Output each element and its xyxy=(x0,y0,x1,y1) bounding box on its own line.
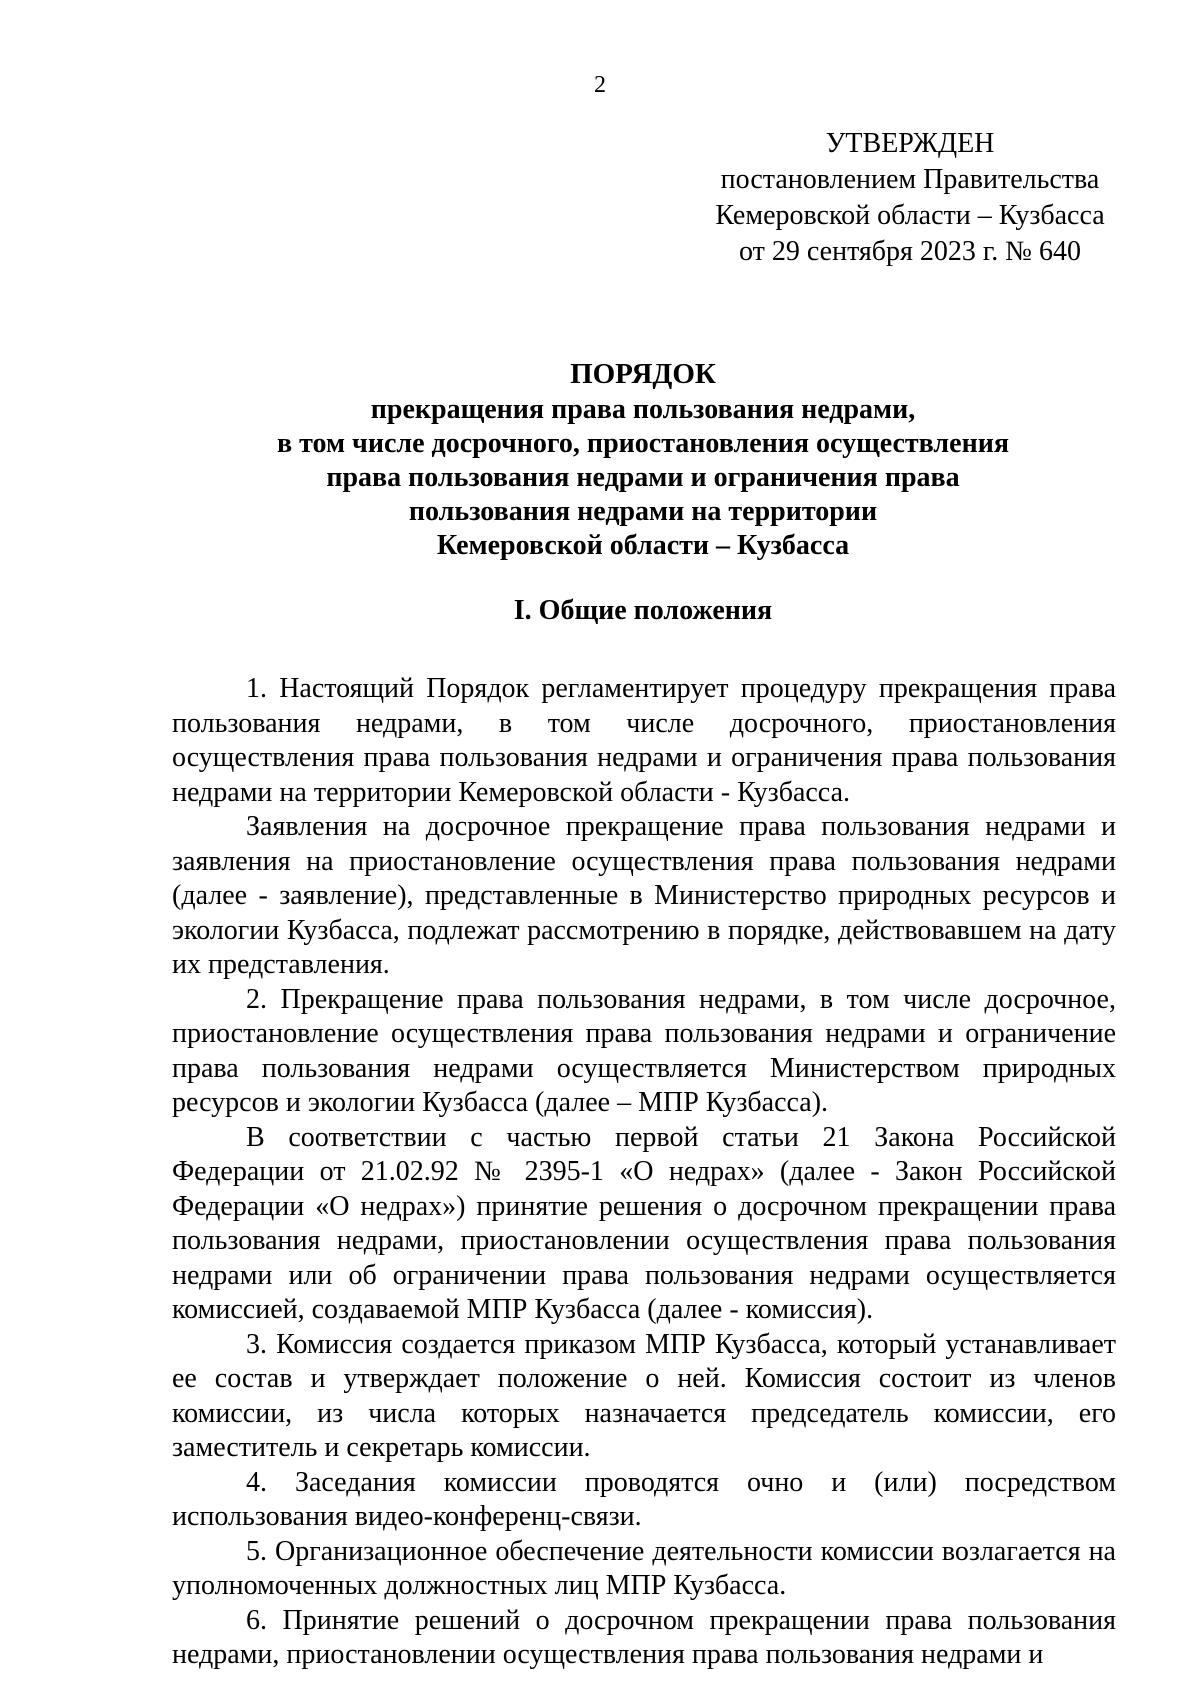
title-line-4: пользования недрами на территории xyxy=(408,496,878,527)
document-title-block xyxy=(170,355,1116,563)
document-title: ПОРЯДОК xyxy=(570,358,716,390)
body-text xyxy=(172,672,1116,1673)
paragraph-3: 2. Прекращение права пользования недрами, в том числе досрочное, приостановление осуществления права пользования недрами и ограничение права пользования недрами осуществляется Министерством природных ресурсов и экологии Кузбасса (далее – МПР Кузбасса). xyxy=(172,983,1116,1118)
approval-status: УТВЕРЖДЕН xyxy=(825,128,995,159)
approval-block xyxy=(680,126,1140,270)
approval-line-3: от 29 сентября 2023 г. № 640 xyxy=(739,236,1081,267)
paragraph-8: 6. Принятие решений о досрочном прекращении права пользования недрами, приостановлении осуществления права пользования недрами и xyxy=(172,1604,1116,1670)
paragraph-2: Заявления на досрочное прекращение права пользования недрами и заявления на приостановление осуществления права пользования недрами (далее - заявление), представленные в Министерство природных ресурсов и экологии Кузбасса, подлежат рассмотрению в порядке, действовавшем на дату их представления. xyxy=(172,811,1116,980)
title-line-1: прекращения права пользования недрами, xyxy=(370,394,916,425)
title-line-3: права пользования недрами и ограничения права xyxy=(326,462,960,493)
section-heading: I. Общие положения xyxy=(513,595,773,626)
page-number: 2 xyxy=(594,72,606,98)
paragraph-5: 3. Комиссия создается приказом МПР Кузбасса, который устанавливает ее состав и утверждает положение о ней. Комиссия состоит из членов комиссии, из числа которых назначается председатель комиссии, его заместитель и секретарь комиссии. xyxy=(172,1328,1116,1463)
title-line-2: в том числе досрочного, приостановления осуществления xyxy=(277,428,1009,459)
paragraph-7: 5. Организационное обеспечение деятельности комиссии возлагается на уполномоченных должностных лиц МПР Кузбасса. xyxy=(172,1535,1116,1601)
paragraph-6: 4. Заседания комиссии проводятся очно и (или) посредством использования видео-конференц-связи. xyxy=(172,1466,1116,1532)
paragraph-1: 1. Настоящий Порядок регламентирует процедуру прекращения права пользования недрами, в том числе досрочного, приостановления осуществления права пользования недрами и ограничения права пользования недрами на территории Кемеровской области - Кузбасса. xyxy=(172,673,1116,808)
approval-line-2: Кемеровской области – Кузбасса xyxy=(715,200,1105,231)
approval-line-1: постановлением Правительства xyxy=(720,164,1100,195)
title-line-5: Кемеровской области – Кузбасса xyxy=(436,530,850,561)
paragraph-4: В соответствии с частью первой статьи 21 Закона Российской Федерации от 21.02.92 № 2395-1 «О недрах» (далее - Закон Российской Федерации «О недрах») принятие решения о досрочном прекращении права пользования недрами, приостановлении осуществления права пользования недрами или об ограничении права пользования недрами осуществляется комиссией, создаваемой МПР Кузбасса (далее - комиссия). xyxy=(172,1121,1116,1325)
